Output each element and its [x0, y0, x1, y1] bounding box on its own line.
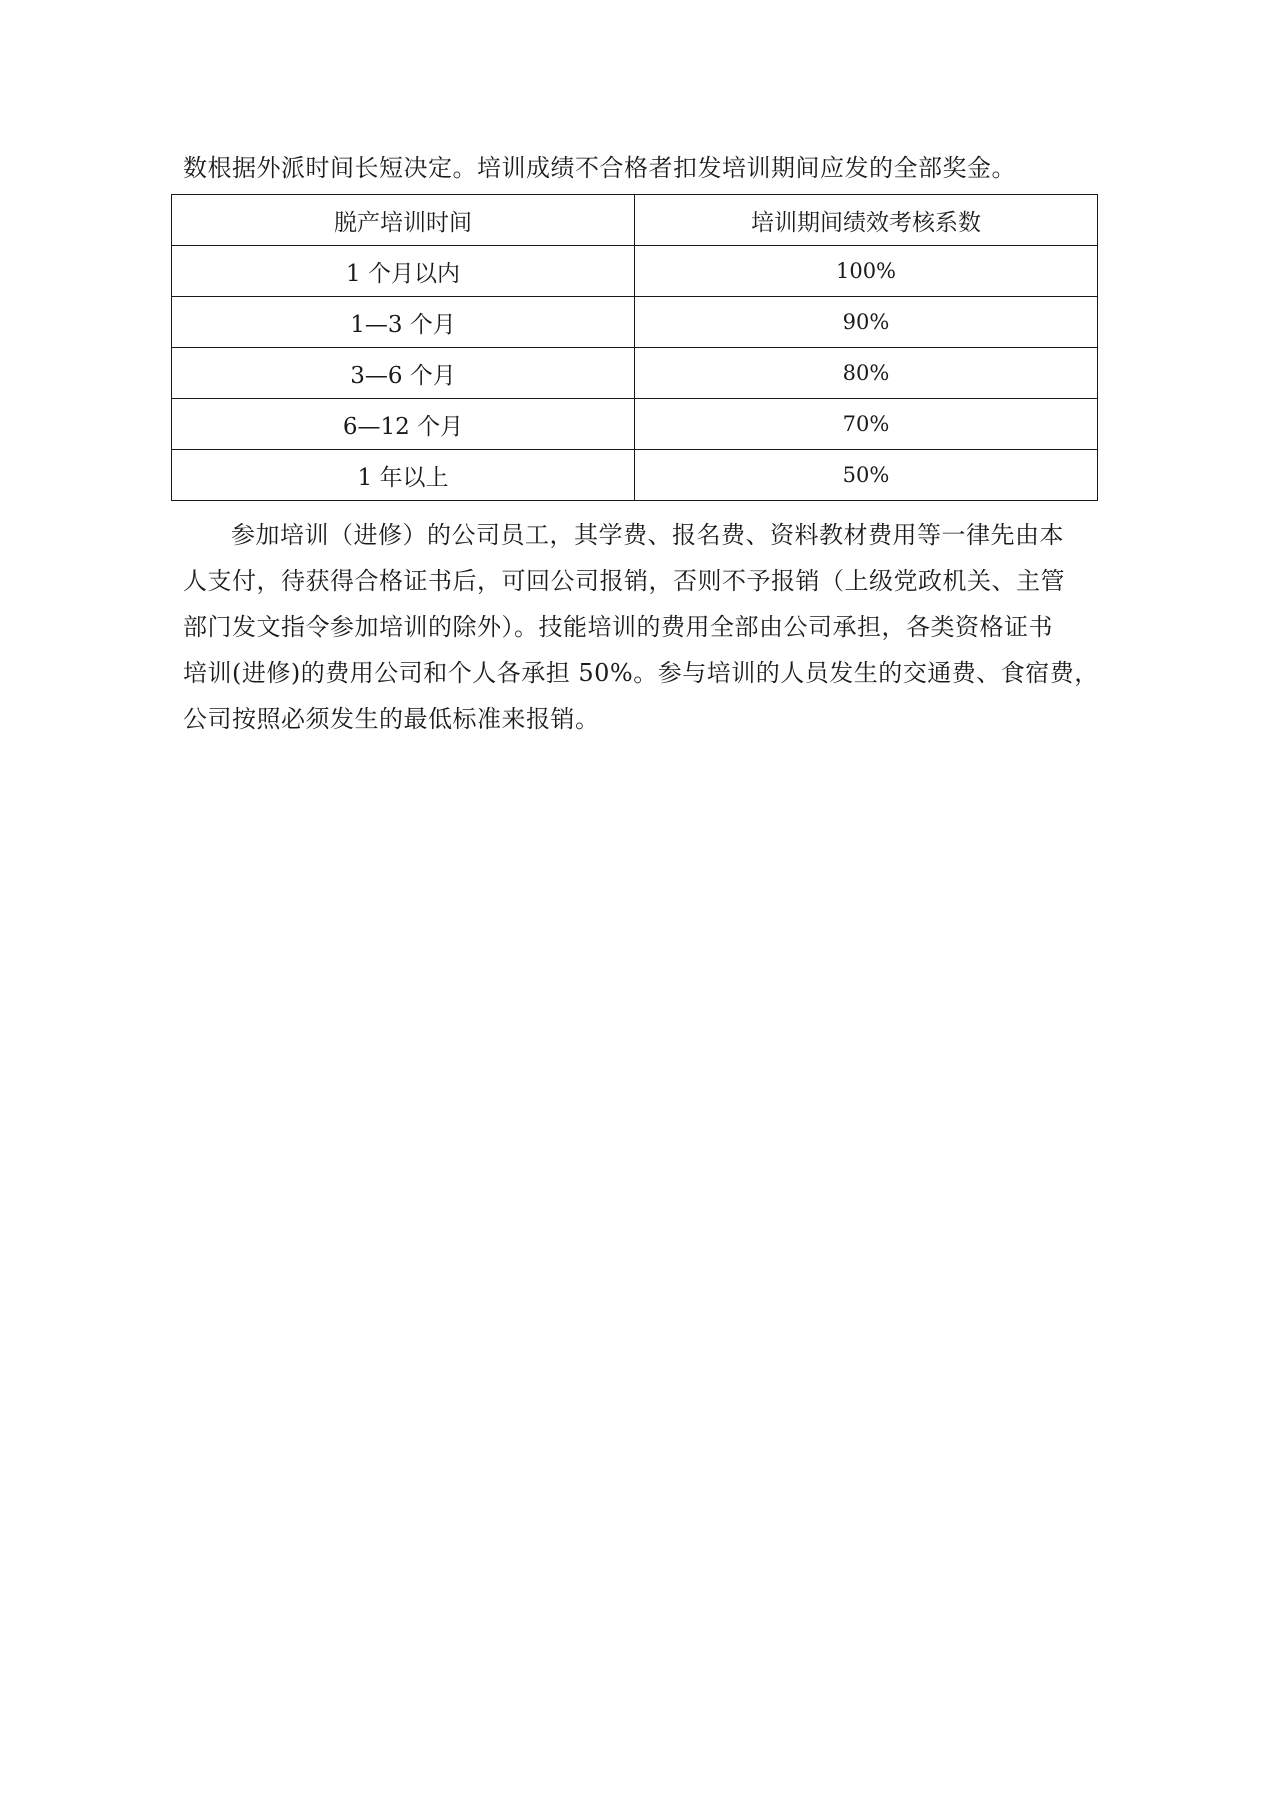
cell-coefficient: 80% [635, 348, 1098, 399]
header-performance-coefficient: 培训期间绩效考核系数 [635, 195, 1098, 246]
paragraph-line: 人支付，待获得合格证书后，可回公司报销，否则不予报销（上级党政机关、主管 [183, 567, 1065, 595]
table-row [172, 348, 1098, 399]
table-header-row [172, 195, 1098, 246]
reimbursement-paragraph [183, 512, 1115, 742]
coefficient-table [171, 194, 1098, 501]
paragraph-line: 公司按照必须发生的最低标准来报销。 [183, 705, 600, 733]
table-row [172, 399, 1098, 450]
paragraph-line: 部门发文指令参加培训的除外）。技能培训的费用全部由公司承担，各类资格证书 [183, 613, 1053, 641]
cell-duration: 6—12 个月 [172, 399, 635, 450]
table-row [172, 297, 1098, 348]
cell-duration: 1—3 个月 [172, 297, 635, 348]
paragraph-line: 培训(进修)的费用公司和个人各承担 50%。参与培训的人员发生的交通费、食宿费， [183, 659, 1099, 687]
table-row [172, 246, 1098, 297]
cell-coefficient: 70% [635, 399, 1098, 450]
cell-coefficient: 100% [635, 246, 1098, 297]
cell-duration: 3—6 个月 [172, 348, 635, 399]
intro-text-line: 数根据外派时间长短决定。培训成绩不合格者扣发培训期间应发的全部奖金。 [183, 154, 1016, 182]
cell-coefficient: 50% [635, 450, 1098, 501]
header-training-duration: 脱产培训时间 [172, 195, 635, 246]
paragraph-line: 参加培训（进修）的公司员工，其学费、报名费、资料教材费用等一律先由本 [231, 521, 1064, 549]
cell-duration: 1 年以上 [172, 450, 635, 501]
cell-coefficient: 90% [635, 297, 1098, 348]
cell-duration: 1 个月以内 [172, 246, 635, 297]
table-row [172, 450, 1098, 501]
